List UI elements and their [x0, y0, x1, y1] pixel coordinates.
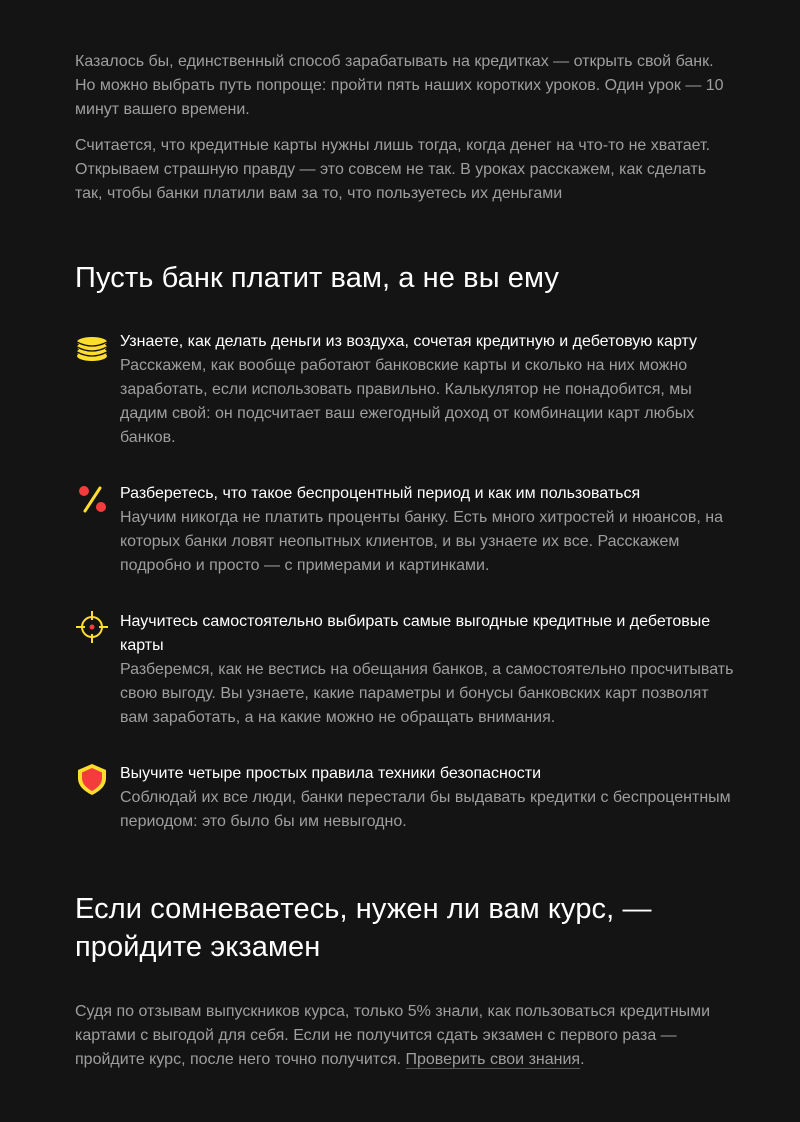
feature-title: Разберетесь, что такое беспроцентный период и как им пользоваться — [120, 485, 641, 502]
percent-icon — [75, 482, 109, 516]
intro — [75, 50, 735, 206]
crosshair-icon — [75, 610, 109, 644]
section-heading-bank: Пусть банк платит вам, а не вы ему — [75, 262, 559, 294]
feature-item — [75, 482, 735, 578]
feature-description: Научим никогда не платить проценты банку. Есть много хитростей и нюансов, на которых банки ловят неопытных клиентов, и вы узнаете их все. Расскажем подробно и просто — с примерами и картинками. — [120, 509, 724, 574]
shield-icon — [75, 762, 109, 796]
intro-paragraph-1: Казалось бы, единственный способ зарабатывать на кредитках — открыть свой банк. Но можно выбрать путь попроще: пройти пять наших коротких уроков. Один урок — 10 минут вашего времени. — [75, 53, 724, 118]
intro-paragraph-2: Считается, что кредитные карты нужны лишь тогда, когда денег на что-то не хватает. Открываем страшную правду — это совсем не так. В уроках расскажем, как сделать так, чтобы банки платили вам за то, что пользуетесь их деньгами — [75, 137, 711, 202]
check-knowledge-link[interactable]: Проверить свои знания — [405, 1051, 581, 1068]
exam-paragraph — [75, 1000, 735, 1072]
feature-item — [75, 762, 735, 834]
feature-list — [75, 330, 735, 834]
coins-icon — [75, 330, 109, 364]
article — [75, 50, 735, 1072]
feature-item — [75, 610, 735, 730]
feature-description: Расскажем, как вообще работают банковские карты и сколько на них можно заработать, если использовать правильно. Калькулятор не понадобится, мы дадим свой: он подсчитает ваш ежегодный доход от комбинации карт любых банков. — [120, 357, 695, 446]
feature-title: Научитесь самостоятельно выбирать самые выгодные кредитные и дебетовые карты — [120, 613, 711, 654]
feature-description: Соблюдай их все люди, банки перестали бы выдавать кредитки с беспроцентным периодом: это было бы им невыгодно. — [120, 789, 731, 830]
feature-title: Узнаете, как делать деньги из воздуха, сочетая кредитную и дебетовую карту — [120, 333, 697, 350]
feature-description: Разберемся, как не вестись на обещания банков, а самостоятельно просчитывать свою выгоду. Вы узнаете, какие параметры и бонусы банковских карт позволят вам заработать, а на какие можно не обращать внимания. — [120, 661, 734, 726]
exam-text: Судя по отзывам выпускников курса, только 5% знали, как пользоваться кредитными картами с выгодой для себя. Если не получится сдать экзамен с первого раза — пройдите курс, после него точно получится. — [75, 1003, 711, 1068]
feature-item — [75, 330, 735, 450]
section-heading-exam: Если сомневаетесь, нужен ли вам курс, — пройдите экзамен — [75, 893, 652, 963]
feature-title: Выучите четыре простых правила техники безопасности — [120, 765, 542, 782]
exam-trailing-punctuation: . — [580, 1051, 585, 1068]
